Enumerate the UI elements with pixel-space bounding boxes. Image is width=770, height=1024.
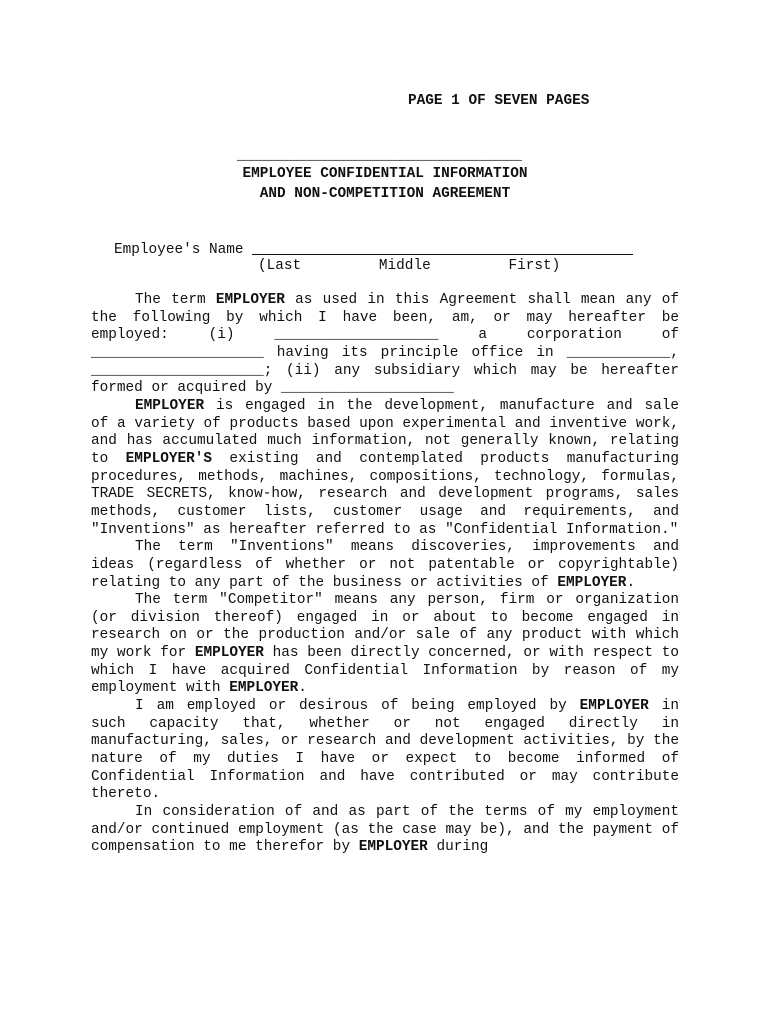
employer-term: EMPLOYER xyxy=(229,680,299,697)
employer-term: EMPLOYER'S xyxy=(125,450,213,467)
employee-name-blank[interactable] xyxy=(252,240,633,255)
document-title xyxy=(0,165,770,204)
page-number-label: PAGE 1 OF SEVEN PAGES xyxy=(408,93,590,109)
employer-term: EMPLOYER xyxy=(557,574,627,591)
paragraph-employment-capacity: I am employed or desirous of being employed by EMPLOYER in such capacity that, whether or not engaged directly in manufacturing, sales, or research and development activities, by the nature of my duties I have or expect to become informed of Confidential Information and have contributed or may contribute thereto. xyxy=(91,698,679,803)
employer-term: EMPLOYER xyxy=(194,645,264,662)
employee-name-label: Employee's Name xyxy=(114,242,244,258)
paragraph-competitor-definition: The term "Competitor" means any person, firm or organization (or division thereof) engaged in or about to become engaged in research on or the production and/or sale of any product with which my work for EMPLOYER has been directly concerned, or with respect to which I have acquired Confidential Information by reason of my employment with EMPLOYER. xyxy=(91,592,679,697)
paragraph-inventions-definition: The term "Inventions" means discoveries, improvements and ideas (regardless of whether or not patentable or copyrightable) relating to any part of the business or activities of EMPLOYER. xyxy=(91,539,679,591)
employer-term: EMPLOYER xyxy=(215,292,285,308)
employee-name-row xyxy=(114,240,633,258)
title-line-2: AND NON-COMPETITION AGREEMENT xyxy=(259,185,511,202)
employer-term: EMPLOYER xyxy=(135,397,205,414)
employer-term: EMPLOYER xyxy=(579,698,649,715)
agreement-body xyxy=(91,292,679,857)
title-line-1: EMPLOYEE CONFIDENTIAL INFORMATION xyxy=(242,166,528,182)
paragraph-consideration: In consideration of and as part of the terms of my employment and/or continued employment (as the case may be), and the payment of compensation to me therefor by EMPLOYER during xyxy=(91,804,679,856)
employer-term: EMPLOYER xyxy=(358,839,428,856)
paragraph-employer-definition: The term EMPLOYER as used in this Agreement shall mean any of the following by which I have been, am, or may hereafter be employed: (i) ___________________ a corporation of ____________________ having its principle office in ____________, ____________________; (ii) any subsidiary which may be hereafter formed or acquired by ____________________ xyxy=(91,292,679,397)
paragraph-employer-business: EMPLOYER is engaged in the development, manufacture and sale of a variety of products based upon experimental and inventive work, and has accumulated much information, not generally known, relating to EMPLOYER'S existing and contemplated products manufacturing procedures, methods, machines, compositions, technology, formulas, TRADE SECRETS, know-how, research and development programs, sales methods, customer lists, customer usage and requirements, and "Inventions" as hereafter referred to as "Confidential Information." xyxy=(91,397,679,538)
title-rule: _________________________________ xyxy=(237,148,522,164)
employee-name-sublabels: (Last Middle First) xyxy=(258,258,561,274)
